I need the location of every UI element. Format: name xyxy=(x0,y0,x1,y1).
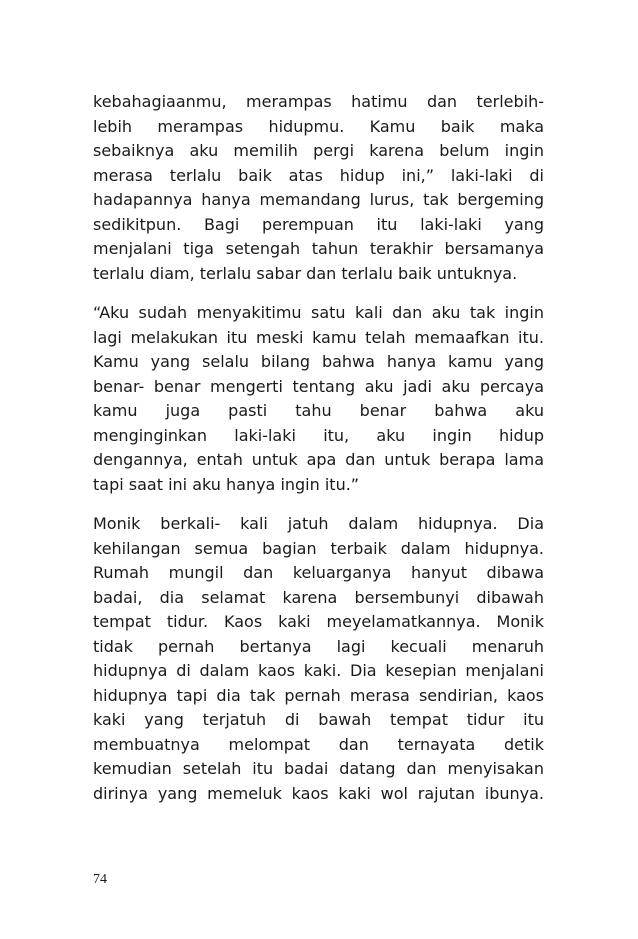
paragraph-1 xyxy=(93,90,544,286)
text-line: dirinya yang memeluk kaos kaki wol rajutan ibunya. xyxy=(93,783,544,803)
text-line: kaki yang terjatuh di bawah tempat tidur itu xyxy=(93,710,544,729)
text-line: tidak pernah bertanya lagi kecuali menaruh xyxy=(93,636,544,656)
text-line: badai, dia selamat karena bersembunyi dibawah xyxy=(93,587,544,607)
text-line: menjalani tiga setengah tahun terakhir bersamanya xyxy=(93,239,544,258)
text-line: lagi melakukan itu meski kamu telah memaafkan itu. xyxy=(93,327,544,347)
text-line: kebahagiaanmu, merampas hatimu dan terlebih- xyxy=(93,92,544,111)
text-line: Rumah mungil dan keluarganya hanyut dibawa xyxy=(93,563,544,582)
text-line: merasa terlalu baik atas hidup ini,” laki-laki di xyxy=(93,165,544,185)
text-line: sebaiknya aku memilih pergi karena belum ingin xyxy=(93,141,544,160)
text-line: terlalu diam, terlalu sabar dan terlalu baik untuknya. xyxy=(93,263,518,283)
text-line: membuatnya melompat dan ternayata detik xyxy=(93,734,544,754)
text-line: Kamu yang selalu bilang bahwa hanya kamu yang xyxy=(93,352,544,371)
text-line: “Aku sudah menyakitimu satu kali dan aku tak ingin xyxy=(93,303,544,322)
paragraph-3 xyxy=(93,512,544,806)
text-line: kehilangan semua bagian terbaik dalam hidupnya. xyxy=(93,538,544,558)
paragraph-2 xyxy=(93,301,544,497)
text-line: tempat tidur. Kaos kaki meyelamatkannya. Monik xyxy=(93,612,544,631)
text-line: menginginkan laki-laki itu, aku ingin hidup xyxy=(93,425,544,445)
page-number: 74 xyxy=(93,872,107,887)
text-line: kamu juga pasti tahu benar bahwa aku xyxy=(93,401,544,420)
text-line: dengannya, entah untuk apa dan untuk berapa lama xyxy=(93,450,544,469)
text-line: sedikitpun. Bagi perempuan itu laki-laki yang xyxy=(93,214,544,234)
text-line: kemudian setelah itu badai datang dan menyisakan xyxy=(93,759,544,778)
text-line: hadapannya hanya memandang lurus, tak bergeming xyxy=(93,190,544,209)
text-line: lebih merampas hidupmu. Kamu baik maka xyxy=(93,116,544,136)
text-line: tapi saat ini aku hanya ingin itu.” xyxy=(93,474,360,494)
book-page-body xyxy=(93,90,544,821)
text-line: hidupnya tapi dia tak pernah merasa sendirian, kaos xyxy=(93,685,544,705)
text-line: Monik berkali- kali jatuh dalam hidupnya. Dia xyxy=(93,514,544,533)
text-line: hidupnya di dalam kaos kaki. Dia kesepian menjalani xyxy=(93,661,544,680)
text-line: benar- benar mengerti tentang aku jadi aku percaya xyxy=(93,376,544,396)
